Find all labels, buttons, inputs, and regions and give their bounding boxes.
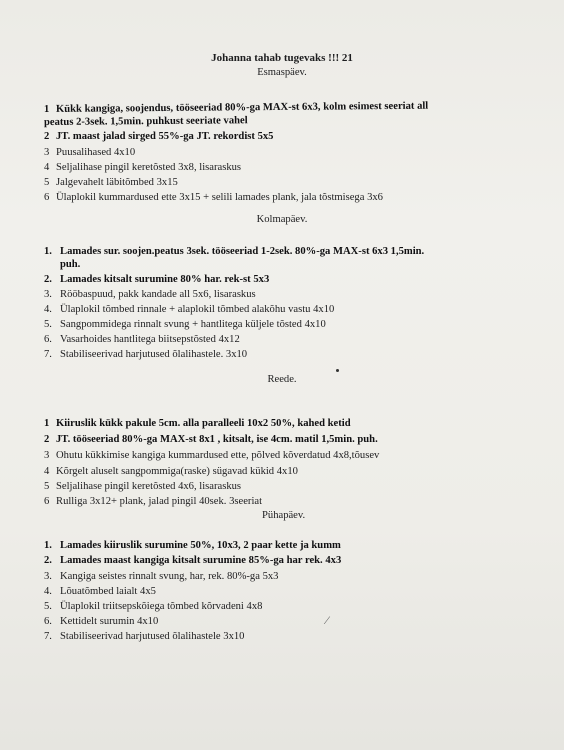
list-item: 6. Vasarhoides hantlitega biitsepstõsted 4x12: [44, 334, 240, 345]
list-item: 6. Kettidelt surumin 4x10: [44, 616, 159, 627]
list-item-continuation: puh.: [60, 259, 81, 270]
list-item-continuation: peatus 2-3sek. 1,5min. puhkust seeriate vahel: [43, 115, 248, 128]
list-item: 6 Ülaplokil kummardused ette 3x15 + selili lamades plank, jala tõstmisega 3x6: [44, 192, 383, 203]
day-heading-monday: Esmaspäev.: [257, 67, 307, 78]
list-item: 5. Ülaplokil triitsepskõiega tõmbed kõrvadeni 4x8: [44, 601, 263, 612]
list-item: 4 Seljalihase pingil keretõsted 3x8, lisaraskus: [44, 162, 242, 173]
day-heading-sunday: Pühapäev.: [262, 510, 306, 521]
list-item: 2. Lamades maast kangiga kitsalt surumine 85%-ga har rek. 4x3: [44, 555, 342, 566]
list-item: 3 Ohutu kükkimise kangiga kummardused ette, põlved kõverdatud 4x8,tõusev: [44, 450, 380, 461]
list-item: 1. Lamades sur. soojen.peatus 3sek. tööseeriad 1-2sek. 80%-ga MAX-st 6x3 1,5min.: [44, 246, 425, 257]
list-item: 2 JT. tööseeriad 80%-ga MAX-st 8x1 , kitsalt, ise 4cm. matil 1,5min. puh.: [44, 434, 378, 445]
list-item: 5. Sangpommidega rinnalt svung + hantlitega küljele tõsted 4x10: [44, 319, 326, 330]
list-item: 5 Jalgevahelt läbitõmbed 3x15: [44, 177, 178, 188]
list-item: 2 JT. maast jalad sirged 55%-ga JT. rekordist 5x5: [44, 131, 274, 142]
list-item: 6 Rulliga 3x12+ plank, jalad pingil 40sek. 3seeriat: [44, 496, 263, 507]
list-item: 2. Lamades kitsalt surumine 80% har. rek-st 5x3: [44, 274, 270, 285]
list-item: 1. Lamades kiiruslik surumine 50%, 10x3, 2 paar kette ja kumm: [44, 540, 341, 551]
list-item: 4 Kõrgelt aluselt sangpommiga(raske) sügavad kükid 4x10: [44, 466, 298, 477]
list-item: 3. Rööbaspuud, pakk kandade all 5x6, lisaraskus: [44, 289, 256, 300]
list-item: 3 Puusalihased 4x10: [44, 147, 136, 158]
list-item: 1 Kükk kangiga, soojendus, tööseeriad 80%-ga MAX-st 6x3, kolm esimest seeriat all: [43, 100, 429, 115]
list-item: 4. Ülaplokil tõmbed rinnale + alaplokil tõmbed alakõhu vastu 4x10: [44, 304, 335, 315]
pen-dot: [336, 369, 339, 372]
list-item: 5 Seljalihase pingil keretõsted 4x6, lisaraskus: [44, 481, 242, 492]
document-title: Johanna tahab tugevaks !!! 21: [211, 52, 353, 64]
list-item: 3. Kangiga seistes rinnalt svung, har, rek. 80%-ga 5x3: [44, 571, 279, 582]
list-item: 7. Stabiliseerivad harjutused õlalihastele 3x10: [44, 631, 245, 642]
day-heading-friday: Reede.: [267, 374, 297, 385]
list-item: 1 Kiiruslik kükk pakule 5cm. alla paralleeli 10x2 50%, kahed ketid: [44, 418, 351, 429]
list-item: 7. Stabiliseerivad harjutused õlalihastele. 3x10: [44, 349, 248, 360]
pen-tick-mark: ⁄: [326, 613, 329, 627]
day-heading-wednesday: Kolmapäev.: [256, 214, 308, 225]
list-item: 4. Lõuatõmbed laialt 4x5: [44, 586, 156, 597]
